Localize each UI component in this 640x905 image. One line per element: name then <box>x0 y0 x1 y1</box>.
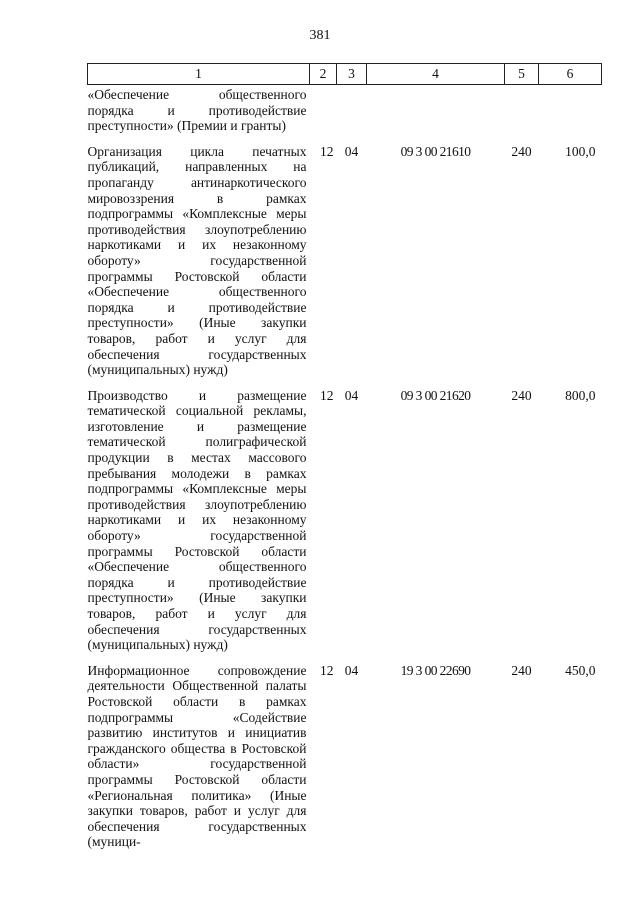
table-row <box>88 134 602 378</box>
header-col-2: 2 <box>310 64 337 85</box>
row-section: 12 <box>320 143 334 159</box>
row-amount: 100,0 <box>565 143 596 159</box>
row-section: 12 <box>320 662 334 678</box>
row-target-code: 09 3 00 21620 <box>400 387 471 403</box>
table-row <box>88 653 602 850</box>
page-number: 381 <box>309 28 331 43</box>
header-col-5: 5 <box>505 64 539 85</box>
row-expense-type: 240 <box>511 387 532 403</box>
row-subsection <box>337 85 367 134</box>
budget-table <box>87 63 602 850</box>
row-expense-type <box>505 85 539 134</box>
row-amount: 450,0 <box>565 662 596 678</box>
row-amount <box>539 85 602 134</box>
row-subsection: 04 <box>344 387 359 403</box>
table-row <box>88 85 602 134</box>
header-col-1: 1 <box>88 64 310 85</box>
header-col-6: 6 <box>539 64 602 85</box>
row-section <box>310 85 337 134</box>
row-amount: 800,0 <box>565 387 596 403</box>
row-section: 12 <box>320 387 334 403</box>
header-col-4: 4 <box>367 64 505 85</box>
row-target-code <box>367 85 505 134</box>
row-target-code: 09 3 00 21610 <box>400 143 471 159</box>
header-col-3: 3 <box>337 64 367 85</box>
row-subsection: 04 <box>344 143 359 159</box>
row-description: Информационное сопровождение деятельности Общественной палаты Ростовской области в рамках подпрограммы «Содействие развитию институтов и инициатив гражданского общества в Ростовской области» государственной программы Ростовской области «Региональная политика» (Иные закупки товаров, работ и услуг для обеспечения государственных (муници- <box>87 662 307 850</box>
table-header <box>88 64 602 85</box>
row-description: Производство и размещение тематической социальной рекламы, изготовление и размещение тематической полиграфической продукции в местах массового пребывания молодежи в рамках подпрограммы «Комплексные меры противодействия злоупотреблению наркотиками и их незаконному обороту» государственной программы Ростовской области «Обеспечение общественного порядка и противодействие преступности» (Иные закупки товаров, работ и услуг для обеспечения государственных (муниципальных) нужд) <box>87 387 307 653</box>
table-row <box>88 378 602 653</box>
row-expense-type: 240 <box>511 143 532 159</box>
row-target-code: 19 3 00 22690 <box>400 662 471 678</box>
row-subsection: 04 <box>344 662 359 678</box>
row-description: Организация цикла печатных публикаций, направленных на пропаганду антинаркотического мировоззрения в рамках подпрограммы «Комплексные меры противодействия злоупотреблению наркотиками и их незаконному обороту» государственной программы Ростовской области «Обеспечение общественного порядка и противодействие преступности» (Иные закупки товаров, работ и услуг для обеспечения государственных (муниципальных) нужд) <box>87 143 307 378</box>
row-description: «Обеспечение общественного порядка и противодействие преступности» (Премии и гранты) <box>87 87 307 134</box>
row-expense-type: 240 <box>511 662 532 678</box>
